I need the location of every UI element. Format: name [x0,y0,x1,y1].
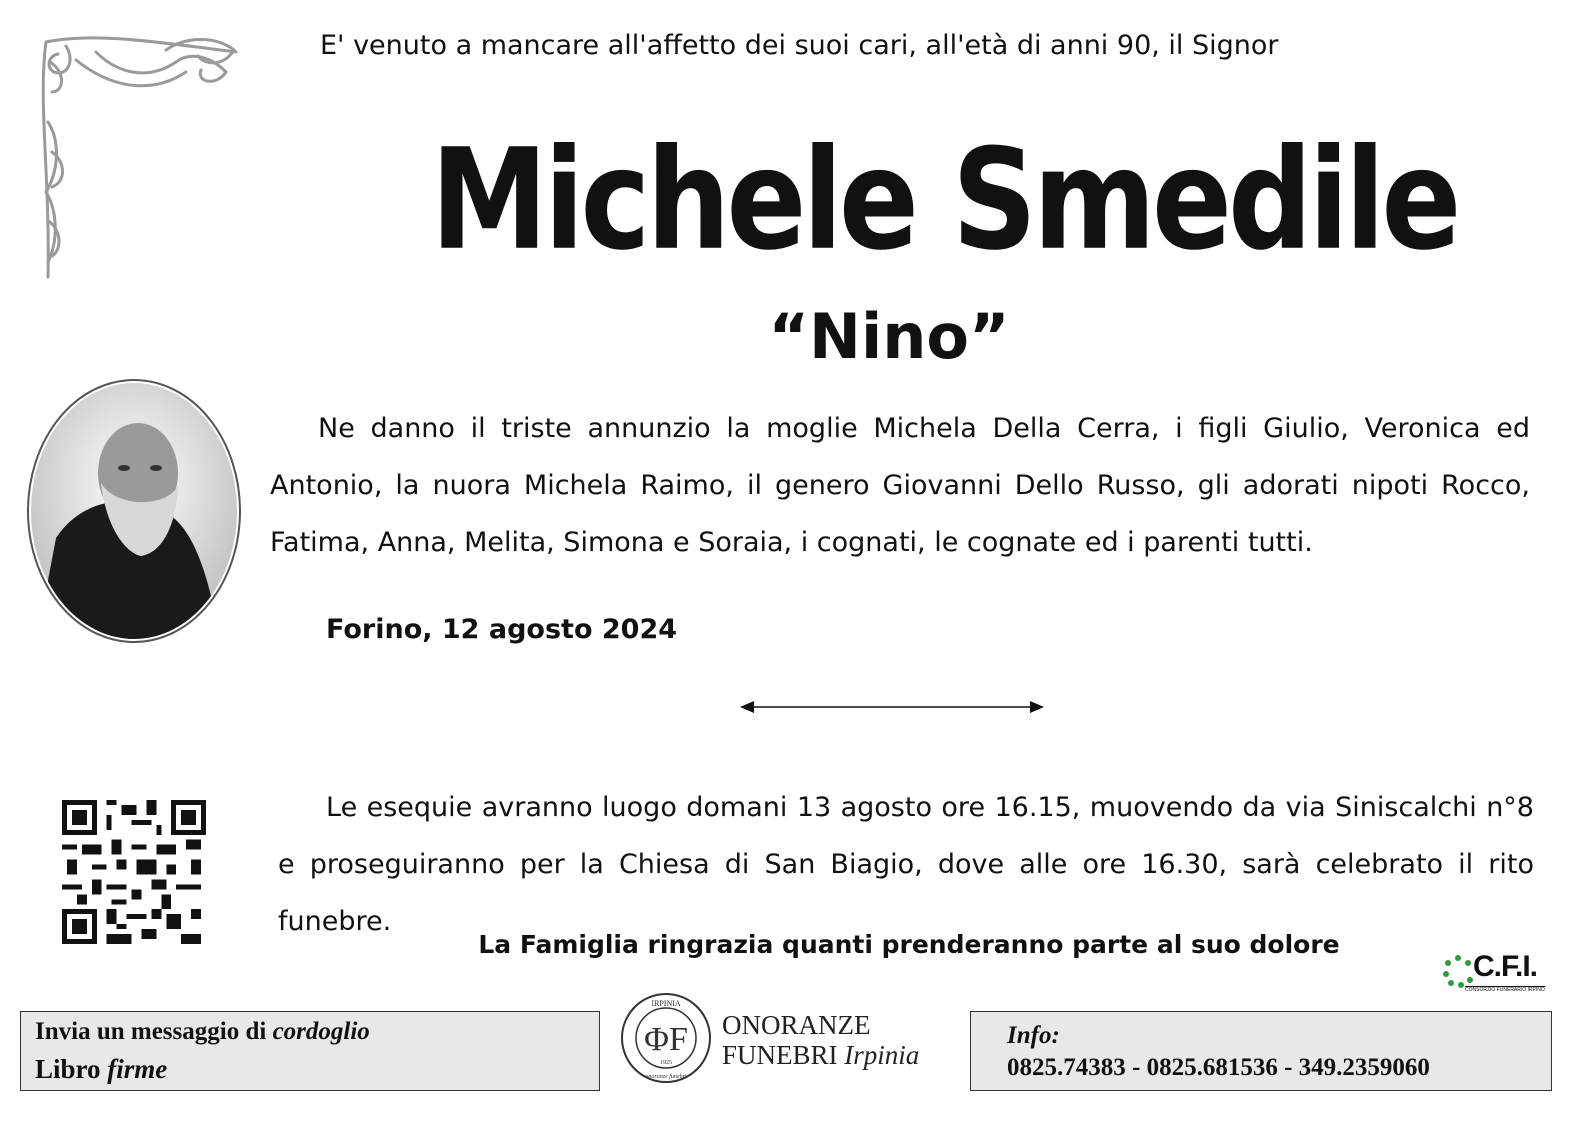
funeral-text: Le esequie avranno luogo domani 13 agosto ore 16.15, muovendo da via Siniscalchi n°8 e proseguiranno per la Chiesa di San Biagio, dove alle ore 16.30, sarà celebrato il rito funebre. [278,792,1534,937]
portrait-photo [26,378,242,644]
seal-year-text: 1925 [660,1060,672,1066]
svg-text:ΦF: ΦF [644,1021,688,1058]
seal-top-text: IRPINIA [651,999,681,1008]
nickname: “Nino” [768,300,1010,373]
cfi-subtext: CONSORZIO FUNERARIO IRPINO [1465,987,1545,993]
deceased-name: Michele Smedile [430,118,1458,281]
seal-bottom-text: onoranze funebri [645,1074,687,1080]
thanks-text: La Famiglia ringrazia quanti prenderanno parte al suo dolore [478,930,1340,959]
place-date: Forino, 12 agosto 2024 [326,614,678,645]
cfi-logo-icon [1443,950,1545,995]
brand-name [722,1010,919,1070]
announcement-text: Ne danno il triste annunzio la moglie Michela Della Cerra, i figli Giulio, Veronica ed Antonio, la nuora Michela Raimo, il genero Giovanni Dello Russo, gli adorati nipoti Rocco, Fatima, Anna, Melita, Simona e Soraia, i cognati, le cognate ed i parenti tutti. [270,413,1530,558]
brand-line1: ONORANZE [722,1010,871,1040]
brand-line2: FUNEBRI Irpinia [722,1040,920,1070]
guestbook-link[interactable]: Libro firme [35,1054,168,1084]
cfi-text: C.F.I. [1473,950,1538,983]
condolence-box[interactable] [20,1011,600,1091]
phone-numbers[interactable]: 0825.74383 - 0825.681536 - 349.2359060 [1007,1054,1430,1081]
intro-text: E' venuto a mancare all'affetto dei suoi cari, all'età di anni 90, il Signor [320,30,1279,61]
info-box [970,1011,1552,1091]
double-arrow-icon [740,699,1044,715]
qr-code-icon[interactable] [62,800,206,944]
seal-logo-icon [618,990,714,1086]
condolence-link[interactable]: Invia un messaggio di cordoglio [35,1018,370,1045]
info-label: Info: [1007,1022,1060,1049]
